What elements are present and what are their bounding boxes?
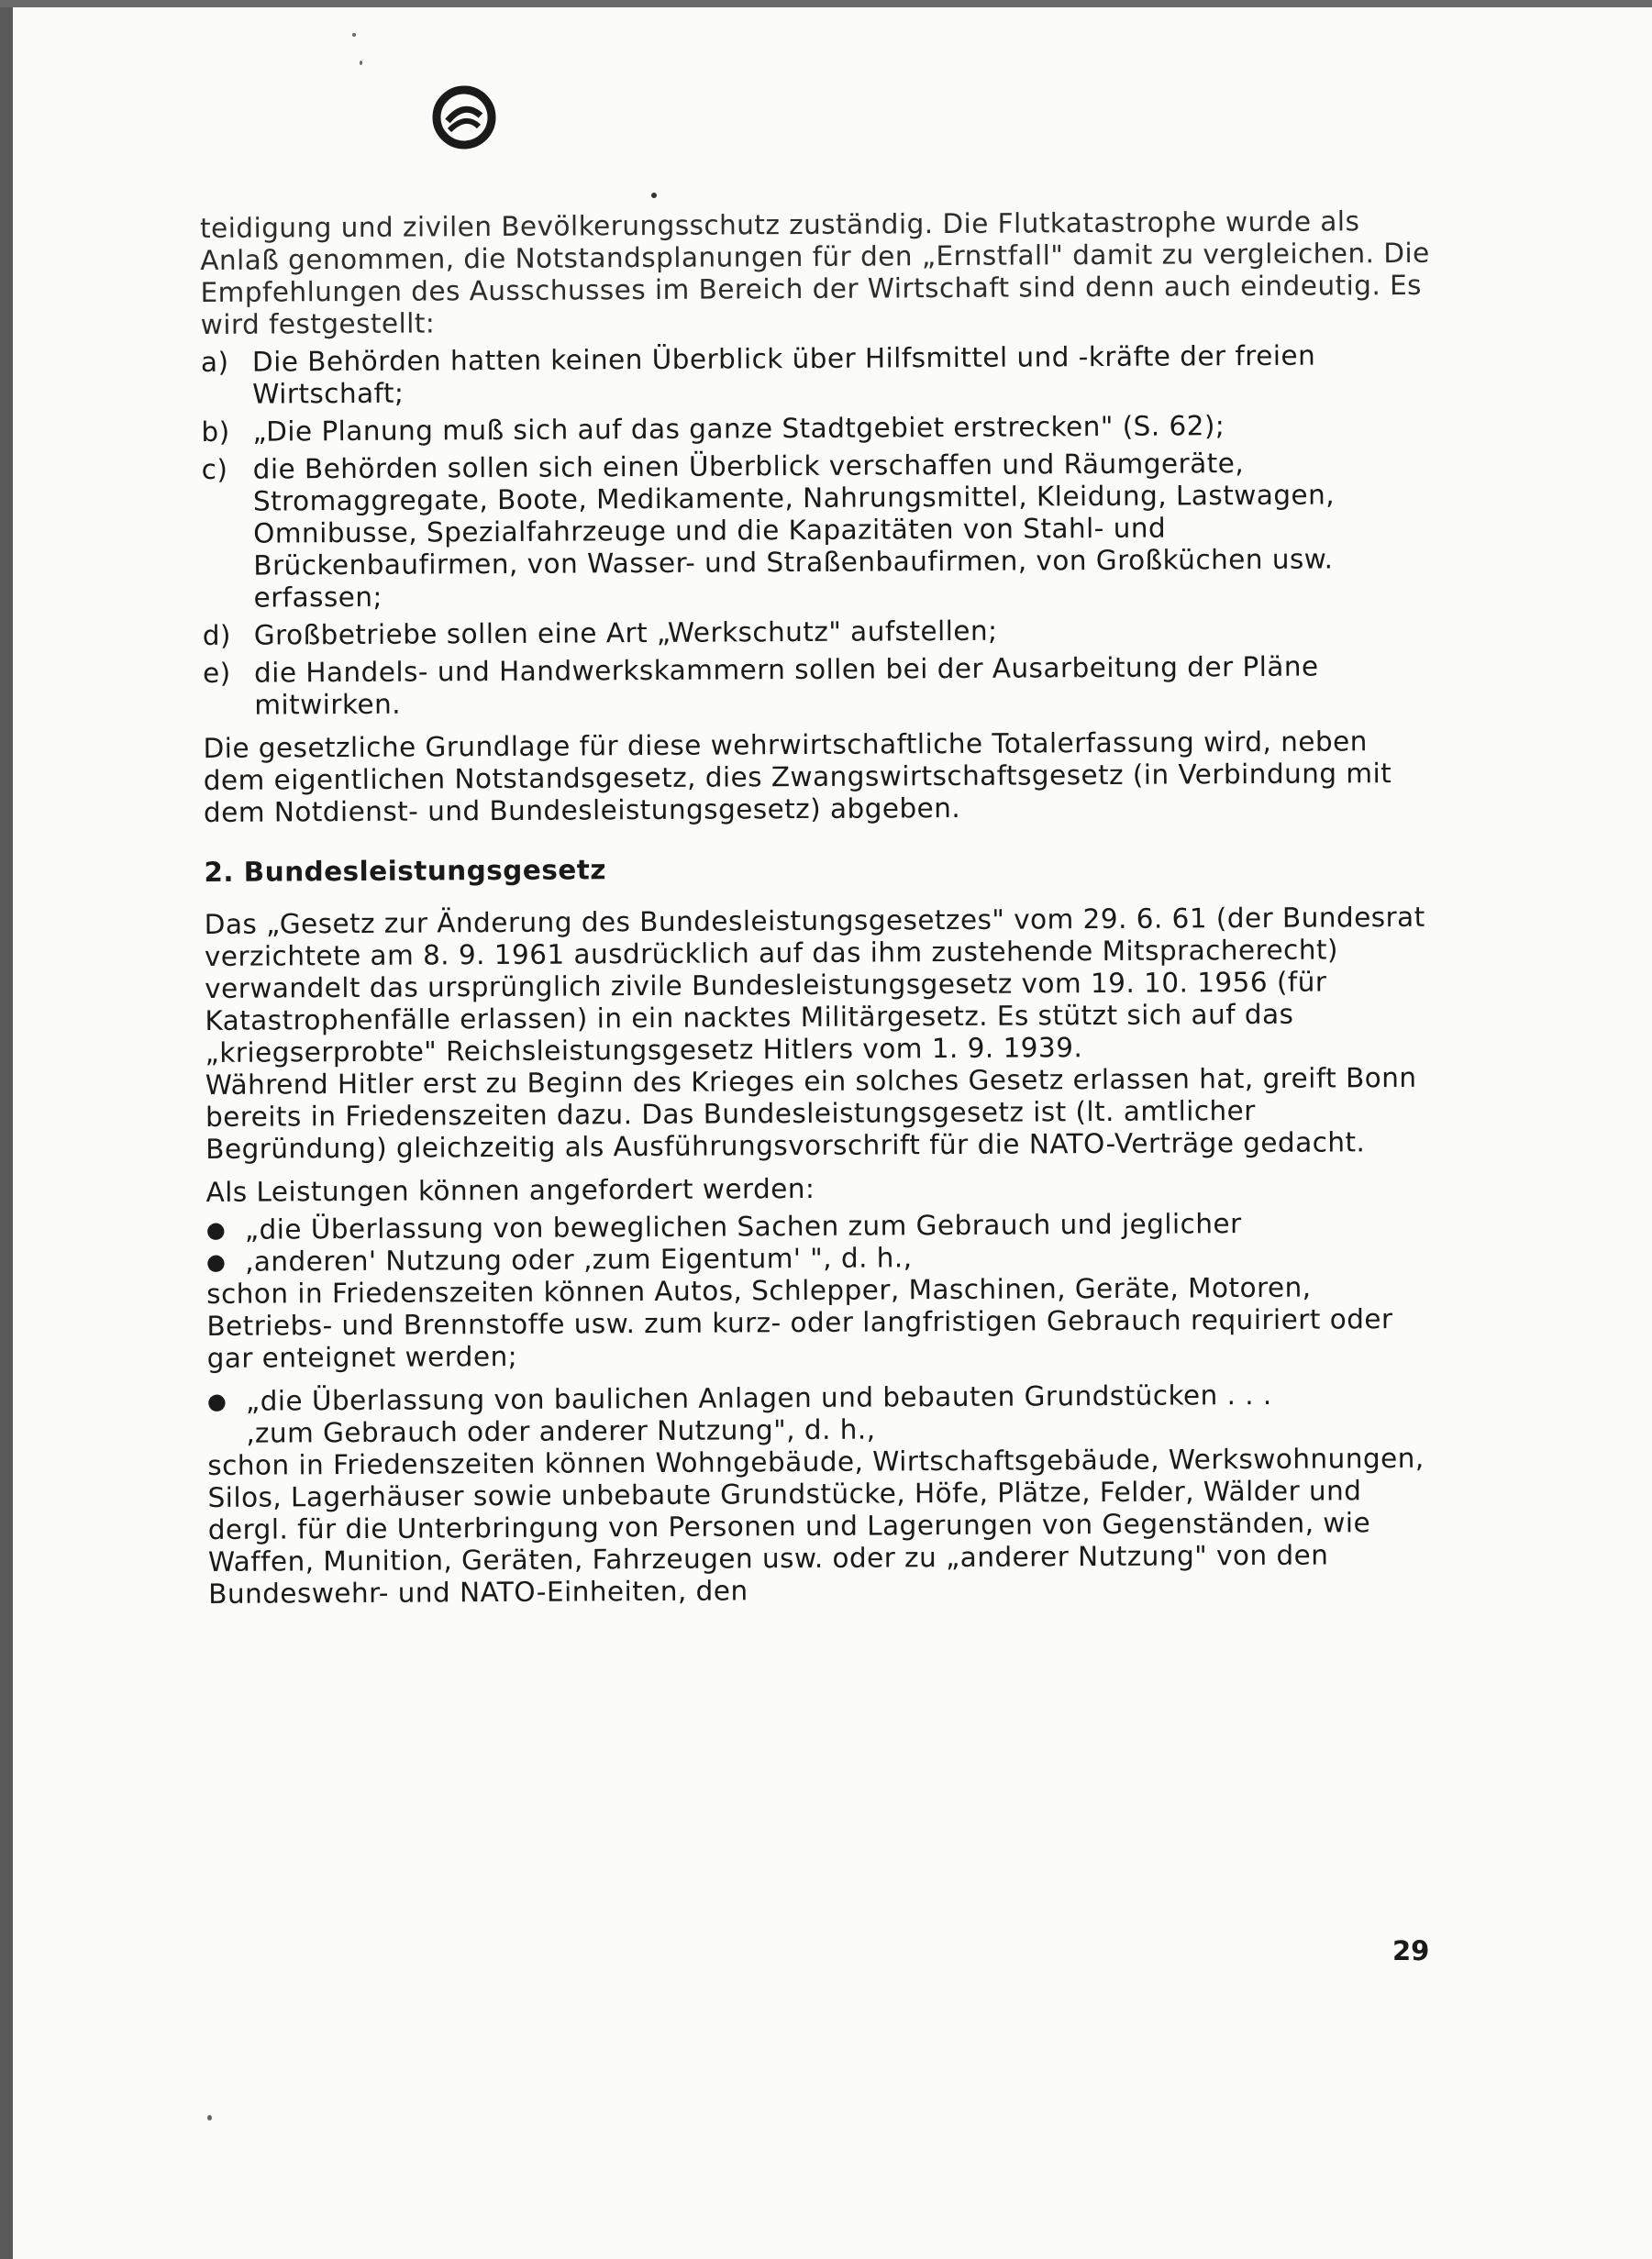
bullet-text: ‚zum Gebrauch oder anderer Nutzung", d. h., [246,1413,876,1449]
list-marker: e) [202,657,231,689]
list-item-text: Die Behörden hatten keinen Überblick über Hilfsmittel und -kräfte der freien Wirtschaft; [251,339,1316,410]
list-item [201,339,1435,411]
bullet-continuation: schon in Friedenszeiten können Autos, Schlepper, Maschinen, Geräte, Motoren, Betriebs- und Brennstoffe usw. zum kurz- oder langfristigen Gebrauch requiriert oder gar enteignet werden; [206,1271,1393,1374]
list-marker: d) [202,619,232,651]
list-marker: a) [200,346,229,378]
scan-top-edge [0,0,1652,7]
list-item [203,613,1436,652]
scan-speck [651,193,657,198]
paragraph-law-change: Das „Gesetz zur Änderung des Bundesleistungsgesetzes" vom 29. 6. 61 (der Bundesrat verzichtete am 8. 9. 1961 ausdrücklich auf das ihm zustehende Mitspracherecht) verwandelt das ursprünglich zivile Bundesleistungsgesetz vom 19. 10. 1956 (für Katastrophenfälle erlassen) in ein nacktes Militärgesetz. Es stützt sich auf das „kriegserprobte" Reichsleistungsgesetz Hitlers vom 1. 9. 1939. [204,901,1425,1069]
bullet-text: „die Überlassung von beweglichen Sachen zum Gebrauch und jeglicher [244,1208,1242,1246]
bullet-text: „die Überlassung von baulichen Anlagen und bebauten Grundstücken . . . [245,1379,1272,1417]
page-body [200,205,1442,1611]
intro-paragraph: teidigung und zivilen Bevölkerungsschutz zuständig. Die Flutkatastrophe wurde als Anlaß genommen, die Notstandsplanungen für den „Ernstfall" damit zu vergleichen. Die Empfehlungen des Ausschusses im Bereich der Wirtschaft sind denn auch eindeutig. Es wird festgestellt: [200,205,1430,340]
circular-logo-icon [431,84,497,150]
list-item-text: „Die Planung muß sich auf das ganze Stadtgebiet erstrecken" (S. 62); [252,410,1225,448]
section-heading: 2. Bundesleistungsgesetz [204,854,607,888]
bullet-continuation: schon in Friedenszeiten können Wohngebäude, Wirtschaftsgebäude, Werkswohnungen, Silos, Lagerhäuser sowie unbebaute Grundstücke, Höfe, Plätze, Felder, Wälder und dergl. für die Unterbringung von Personen und Lagerungen von Gegenständen, wie Waffen, Munition, Geräten, Fahrzeugen usw. oder zu „anderer Nutzung" von den Bundeswehr- und NATO-Einheiten, den [207,1442,1425,1610]
page-number: 29 [1392,1935,1430,1966]
list-item [201,409,1435,448]
paragraph-legal-basis: Die gesetzliche Grundlage für diese wehrwirtschaftliche Totalerfassung wird, neben dem eigentlichen Notstandsgesetz, dies Zwangswirtschaftsgesetz (in Verbindung mit dem Notdienst- und Bundesleistungsgesetz) abgeben. [203,725,1392,828]
list-item-text: Großbetriebe sollen eine Art „Werkschutz" aufstellen; [253,615,998,651]
scan-speck [352,33,356,37]
scan-left-edge [0,0,13,2259]
bullet-icon: ● [205,1248,227,1275]
list-item [203,650,1436,722]
list-item-text: die Behörden sollen sich einen Überblick verschaffen und Räumgeräte, Stromaggregate, Boote, Medikamente, Nahrungsmittel, Kleidung, Lastwagen, Omnibusse, Spezialfahrzeuge und die Kapazitäten von Stahl- und Brückenbaufirmen, von Wasser- und Straßenbaufirmen, von Großküchen usw. erfassen; [252,448,1336,614]
paragraph-requisitions-intro: Als Leistungen können angefordert werden: [205,1172,815,1208]
paragraph-hitler-comparison: Während Hitler erst zu Beginn des Krieges ein solches Gesetz erlassen hat, greift Bonn bereits in Friedenszeiten dazu. Das Bundesleistungsgesetz ist (lt. amtlicher Begründung) gleichzeitig als Ausführungsvorschrift für die NATO-Verträge gedacht. [205,1061,1417,1165]
list-item-text: die Handels- und Handwerkskammern sollen bei der Ausarbeitung der Pläne mitwirken. [253,650,1319,721]
list-marker: c) [201,453,228,485]
bullet-icon: ● [205,1216,227,1243]
list-item [202,447,1436,615]
bullet-icon: ● [206,1388,227,1414]
scan-speck [360,61,362,65]
bullet-text: ‚anderen' Nutzung oder ‚zum Eigentum' ", d. h., [244,1242,913,1278]
scan-speck [207,2115,212,2121]
list-marker: b) [201,415,230,448]
